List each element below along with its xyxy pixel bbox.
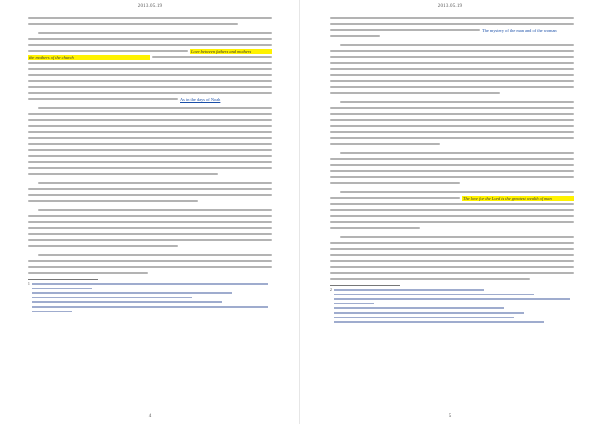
footnote-rule: [330, 285, 400, 286]
right-page-body: [330, 15, 574, 324]
footnote-marker: 2: [330, 287, 332, 292]
footnote-rule: [28, 279, 98, 280]
right-page: [300, 0, 600, 424]
footnote-marker: 1: [28, 281, 30, 286]
highlighted-passage[interactable]: The love for the Lord is the greatest wealth of man: [462, 196, 574, 201]
left-page-body: [28, 15, 272, 314]
highlighted-passage[interactable]: Love between fathers and mothers: [190, 49, 272, 54]
selection-link[interactable]: As in the days of Noah: [180, 96, 221, 102]
page-header-date: 2013.05.19: [437, 4, 463, 9]
selection-link[interactable]: The mystery of the man and of the woman: [482, 27, 557, 33]
page-number: 5: [448, 414, 452, 419]
highlighted-passage[interactable]: the mothers of the church: [28, 55, 150, 60]
page-number: 4: [148, 414, 152, 419]
page-header-date: 2013.05.19: [137, 4, 163, 9]
